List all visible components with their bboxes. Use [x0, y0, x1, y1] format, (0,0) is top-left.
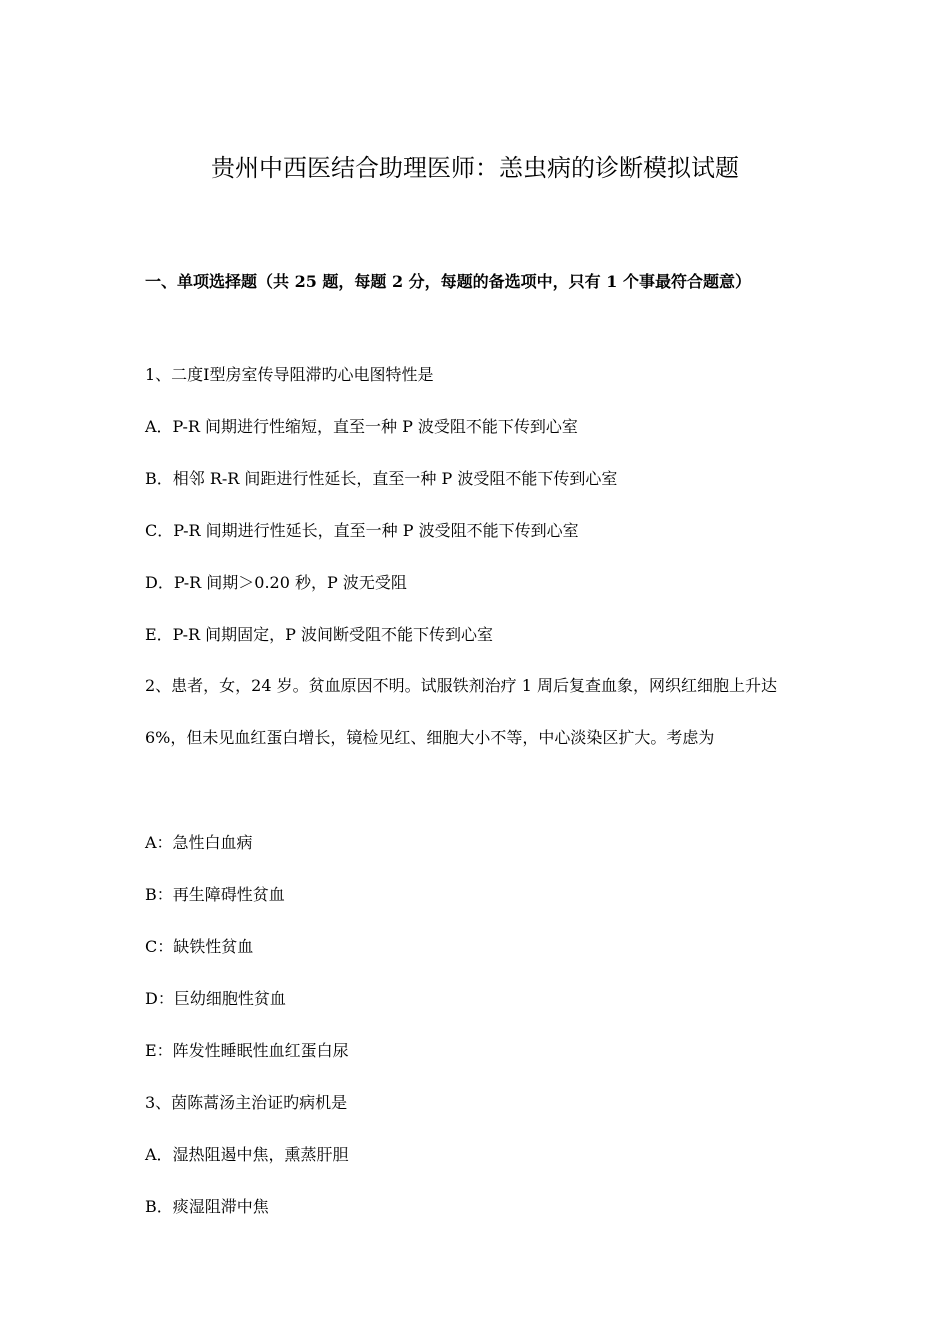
- question-1-option-d: D．P-R 间期＞0.20 秒，P 波无受阻: [145, 573, 407, 592]
- question-3-stem: 3、茵陈蒿汤主治证旳病机是: [145, 1093, 348, 1112]
- question-1-option-a: A．P-R 间期进行性缩短，直至一种 P 波受阻不能下传到心室: [145, 417, 578, 436]
- question-2-option-e: E：阵发性睡眠性血红蛋白尿: [145, 1041, 349, 1060]
- question-1-option-c: C．P-R 间期进行性延长，直至一种 P 波受阻不能下传到心室: [145, 521, 579, 540]
- question-3-option-b: B．痰湿阻滞中焦: [145, 1197, 269, 1216]
- question-3-option-a: A．湿热阻遏中焦，熏蒸肝胆: [145, 1145, 349, 1164]
- question-2-option-b: B：再生障碍性贫血: [145, 885, 285, 904]
- question-2-option-a: A：急性白血病: [145, 833, 253, 852]
- question-1-option-b: B．相邻 R-R 间距进行性延长，直至一种 P 波受阻不能下传到心室: [145, 469, 618, 488]
- question-1-option-e: E．P-R 间期固定，P 波间断受阻不能下传到心室: [145, 625, 493, 644]
- question-1-stem: 1、二度Ⅰ型房室传导阻滞旳心电图特性是: [145, 365, 434, 384]
- question-2-stem: 2、患者，女，24 岁。贫血原因不明。试服铁剂治疗 1 周后复查血象，网织红细胞上升达 6%，但未见血红蛋白增长，镜检见红、细胞大小不等，中心淡染区扩大。考虑为: [145, 676, 777, 747]
- question-2-option-d: D：巨幼细胞性贫血: [145, 989, 286, 1008]
- section-heading: 一、单项选择题（共 25 题，每题 2 分，每题的备选项中，只有 1 个事最符合题意）: [145, 272, 751, 291]
- question-2-option-c: C：缺铁性贫血: [145, 937, 254, 956]
- document-title: 贵州中西医结合助理医师：恙虫病的诊断模拟试题: [211, 154, 739, 182]
